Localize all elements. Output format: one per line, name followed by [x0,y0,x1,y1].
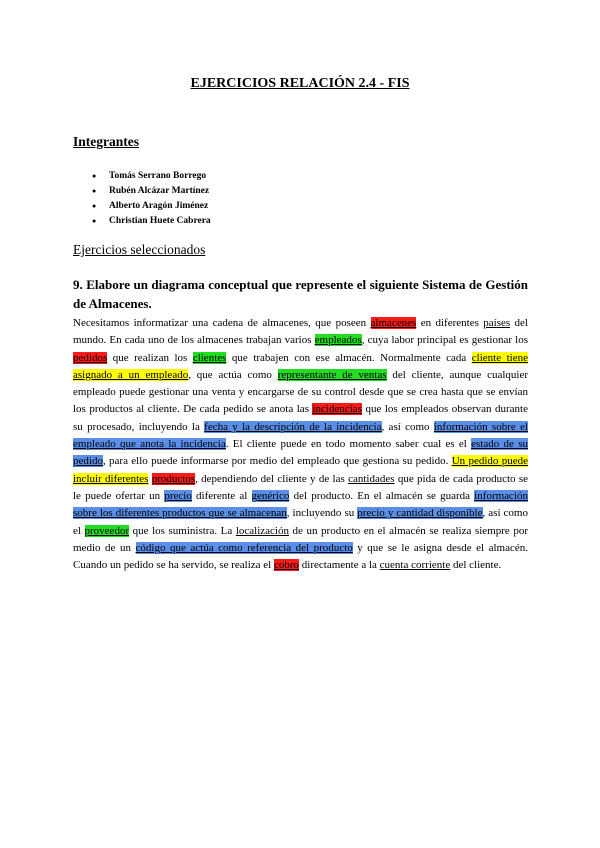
body-text: del producto. En el almacén se guarda [289,489,475,502]
highlight-attribute: fecha y la descripción de la incidencia [204,420,382,433]
body-text: del cliente, aunque cualquier empleado puede gestionar una venta y encargarse de su control desde que se crea hasta que se envían los productos al cliente. De cada pedido se anota las [73,368,528,416]
highlight-entity: productos [151,472,196,485]
body-text: en diferentes [416,317,484,329]
highlight-attribute: precio y cantidad disponible [357,507,483,520]
highlight-entity: representante de ventas [277,368,387,381]
highlight-entity: clientes [192,351,227,364]
highlight-attribute: información sobre el empleado que anota la incidencia [73,420,528,451]
body-text: que los empleados observan durante su procesado, incluyendo la [73,403,528,433]
body-text: , para ello puede informarse por medio del empleado que gestiona su pedido. [102,455,452,468]
highlight-attribute: estado de su pedido [73,438,528,468]
highlight-attribute: países [483,317,511,329]
question-title: 9. Elabore un diagrama conceptual que represente el siguiente Sistema de Gestión de Almacenes. [73,277,528,311]
body-text: diferente al [191,489,252,502]
highlight-attribute: cantidades [348,472,395,485]
members-list [92,169,211,229]
highlight-entity: cobro [274,559,300,572]
body-text: , así como [381,420,434,433]
member-item: ● Alberto Aragón Jiménez [92,199,211,214]
document-title: EJERCICIOS RELACIÓN 2.4 - FIS [190,76,410,91]
exercise-body [73,315,528,574]
highlight-relation: Un pedido puede incluir diferentes [73,455,528,485]
body-text: , incluyendo su [286,507,358,520]
highlight-attribute: información sobre los diferentes productos que se almacenan [73,489,528,520]
integrantes-heading: Integrantes [73,134,139,149]
body-text: directamente a la [299,559,380,572]
body-text: , que actúa como [188,368,278,381]
body-text: del mundo. En cada uno de los almacenes trabajan varios [73,317,528,347]
ejercicios-heading: Ejercicios seleccionados [73,242,206,257]
body-text: , así como el [73,507,528,537]
highlight-attribute: precio [164,489,192,502]
highlight-relation: cliente tiene asignado a un empleado [73,351,528,381]
highlight-entity: incidencias [312,403,362,416]
highlight-attribute: localización [235,524,289,537]
highlight-entity: almacenes [370,317,417,329]
body-text: y que se le asigna desde el almacén. Cuando un pedido se ha servido, se realiza el [73,541,528,572]
body-text: que trabajen con ese almacén. Normalmente cada [226,351,472,364]
body-text: que pida de cada producto se le puede ofertar un [73,472,528,502]
member-item: ● Christian Huete Cabrera [92,214,211,229]
body-text: , cuya labor principal es gestionar los [361,334,528,347]
body-text: del cliente. [450,559,502,572]
body-text: que realizan los [107,351,193,364]
highlight-entity: proveedor [84,524,130,537]
highlight-attribute: genérico [251,489,290,502]
member-item: ● Rubén Alcázar Martínez [92,184,211,199]
body-text: . El cliente puede en todo momento saber cual es el [225,438,472,451]
highlight-entity: pedidos [73,351,108,364]
body-text: de un producto en el almacén se realiza siempre por medio de un [73,524,528,554]
body-text: Necesitamos informatizar una cadena de almacenes, que poseen [73,317,371,329]
highlight-attribute: código que actúa como referencia del producto [135,541,353,554]
body-text: , dependiendo del cliente y de las [195,472,349,485]
highlight-entity: empleados [314,334,362,347]
member-item: ● Tomás Serrano Borrego [92,169,211,184]
highlight-attribute: cuenta corriente [379,559,451,572]
body-text: que los suministra. La [129,524,236,537]
